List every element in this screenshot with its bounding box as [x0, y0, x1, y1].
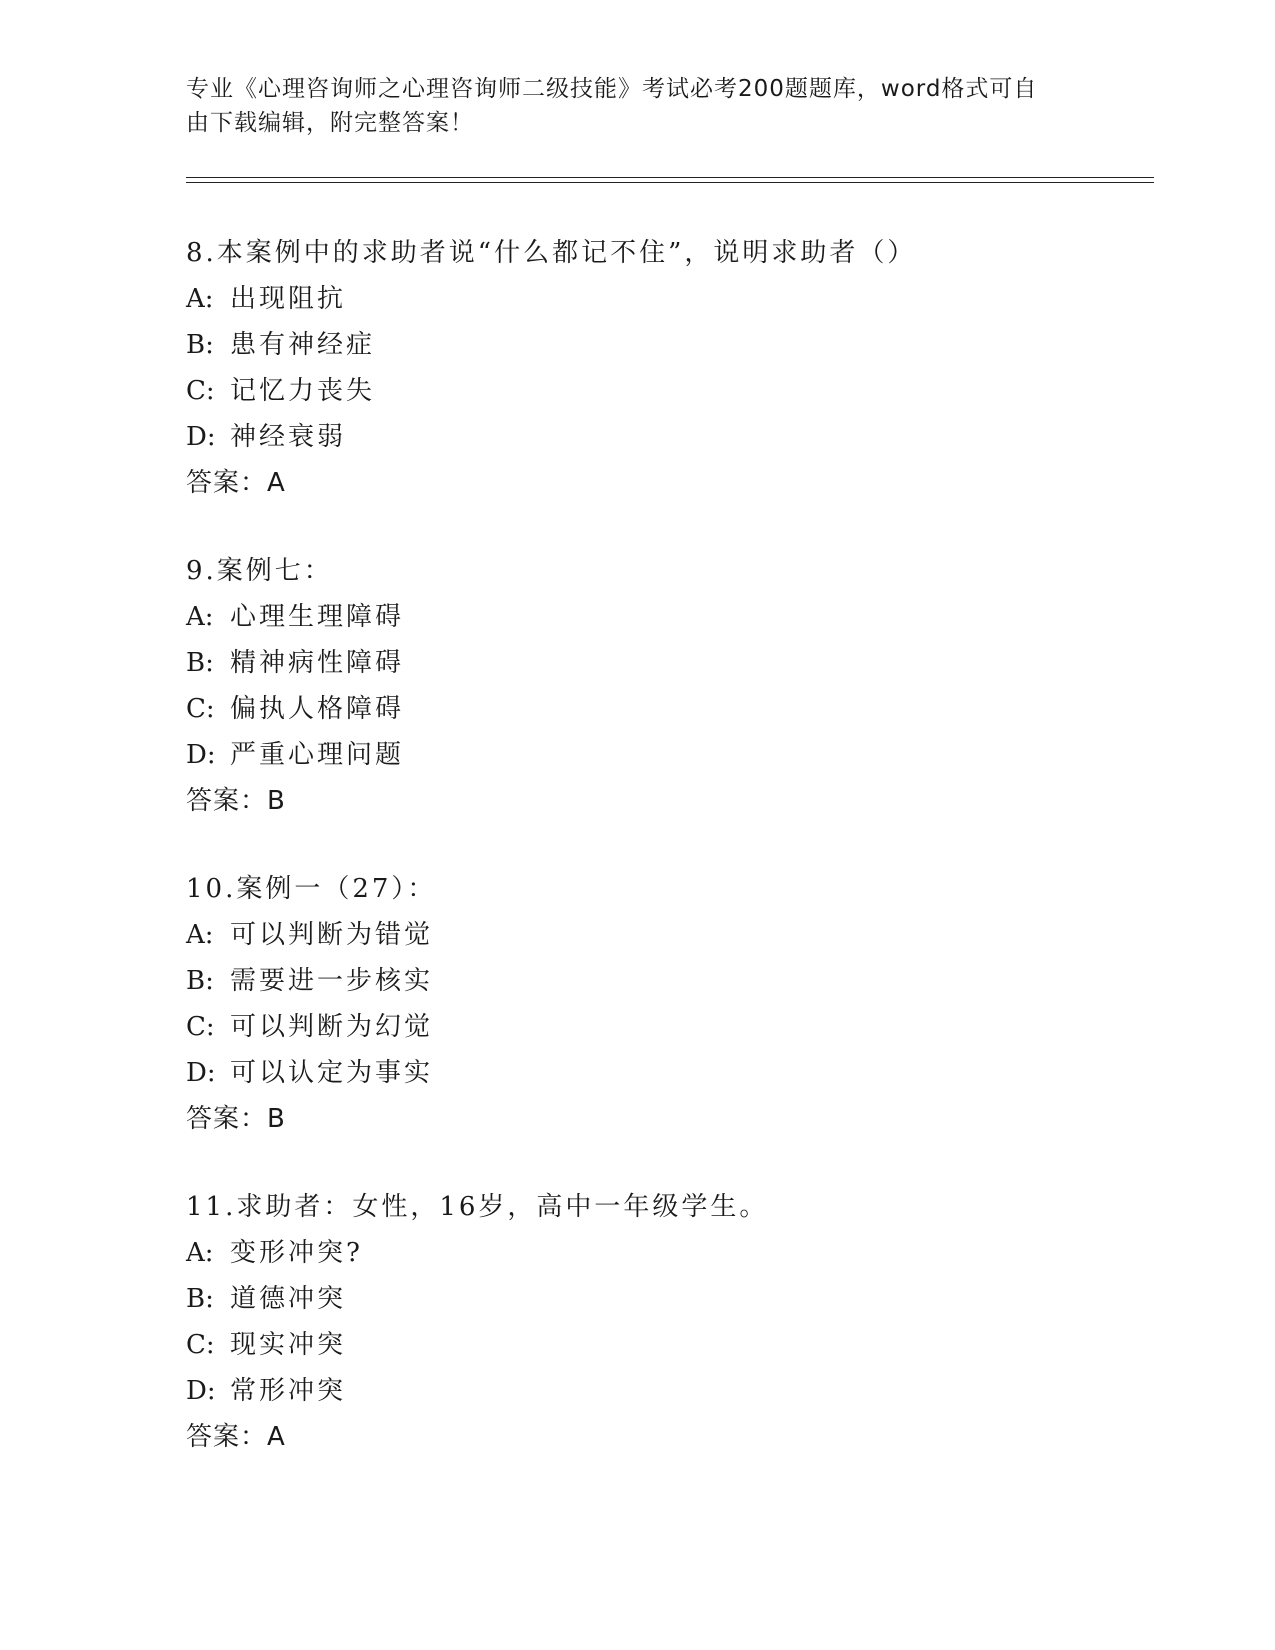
option-d: [186, 1368, 1146, 1414]
question-item: [186, 1184, 1146, 1460]
question-item: [186, 230, 1146, 506]
divider-top: [186, 177, 1154, 178]
answer-line: 答案：A: [186, 468, 286, 498]
option-text: 出现阻抗: [230, 284, 347, 314]
option-letter: A:: [186, 602, 214, 632]
option-text: 常形冲突: [230, 1376, 347, 1406]
option-a: [186, 912, 1146, 958]
option-text: 患有神经症: [230, 330, 376, 360]
option-c: [186, 1004, 1146, 1050]
option-letter: A:: [186, 920, 214, 950]
option-text: 需要进一步核实: [230, 966, 434, 996]
answer-line: 答案：B: [186, 786, 286, 816]
option-a: [186, 1230, 1146, 1276]
option-letter: D:: [186, 1376, 216, 1406]
option-letter: D:: [186, 740, 216, 770]
option-text: 可以判断为幻觉: [230, 1012, 434, 1042]
option-a: [186, 594, 1146, 640]
option-text: 现实冲突: [230, 1330, 347, 1360]
option-text: 偏执人格障碍: [230, 694, 405, 724]
question-title: 9.案例七：: [186, 556, 333, 586]
option-letter: B:: [186, 330, 214, 360]
option-letter: C:: [186, 1330, 215, 1360]
option-text: 精神病性障碍: [230, 648, 405, 678]
option-text: 变形冲突?: [230, 1238, 363, 1268]
option-letter: C:: [186, 1012, 215, 1042]
option-letter: B:: [186, 1284, 214, 1314]
option-letter: B:: [186, 966, 214, 996]
option-letter: A:: [186, 1238, 214, 1268]
question-title: 11.求助者：女性，16岁，高中一年级学生。: [186, 1192, 769, 1222]
option-text: 可以判断为错觉: [230, 920, 434, 950]
intro-line-1: 专业《心理咨询师之心理咨询师二级技能》考试必考200题题库，word格式可自: [186, 76, 1038, 102]
option-text: 神经衰弱: [230, 422, 347, 452]
option-text: 道德冲突: [230, 1284, 347, 1314]
question-item: [186, 548, 1146, 824]
answer-line: 答案：B: [186, 1104, 286, 1134]
question-title: 10.案例一（27）：: [186, 874, 437, 904]
option-letter: A:: [186, 284, 214, 314]
option-b: [186, 640, 1146, 686]
option-d: [186, 732, 1146, 778]
answer-line: 答案：A: [186, 1422, 286, 1452]
intro-line-2: 由下载编辑，附完整答案！: [186, 110, 474, 136]
option-b: [186, 1276, 1146, 1322]
option-d: [186, 1050, 1146, 1096]
question-title: 8.本案例中的求助者说“什么都记不住”，说明求助者（）: [186, 238, 917, 268]
option-a: [186, 276, 1146, 322]
option-c: [186, 368, 1146, 414]
question-item: [186, 866, 1146, 1142]
option-text: 严重心理问题: [230, 740, 405, 770]
option-b: [186, 322, 1146, 368]
document-intro: [186, 72, 1066, 140]
option-letter: B:: [186, 648, 214, 678]
option-text: 记忆力丧失: [230, 376, 376, 406]
option-letter: D:: [186, 1058, 216, 1088]
option-letter: C:: [186, 376, 215, 406]
divider-bottom: [186, 182, 1154, 183]
option-letter: D:: [186, 422, 216, 452]
option-c: [186, 1322, 1146, 1368]
option-text: 可以认定为事实: [230, 1058, 434, 1088]
option-letter: C:: [186, 694, 215, 724]
option-b: [186, 958, 1146, 1004]
option-d: [186, 414, 1146, 460]
option-c: [186, 686, 1146, 732]
option-text: 心理生理障碍: [230, 602, 405, 632]
